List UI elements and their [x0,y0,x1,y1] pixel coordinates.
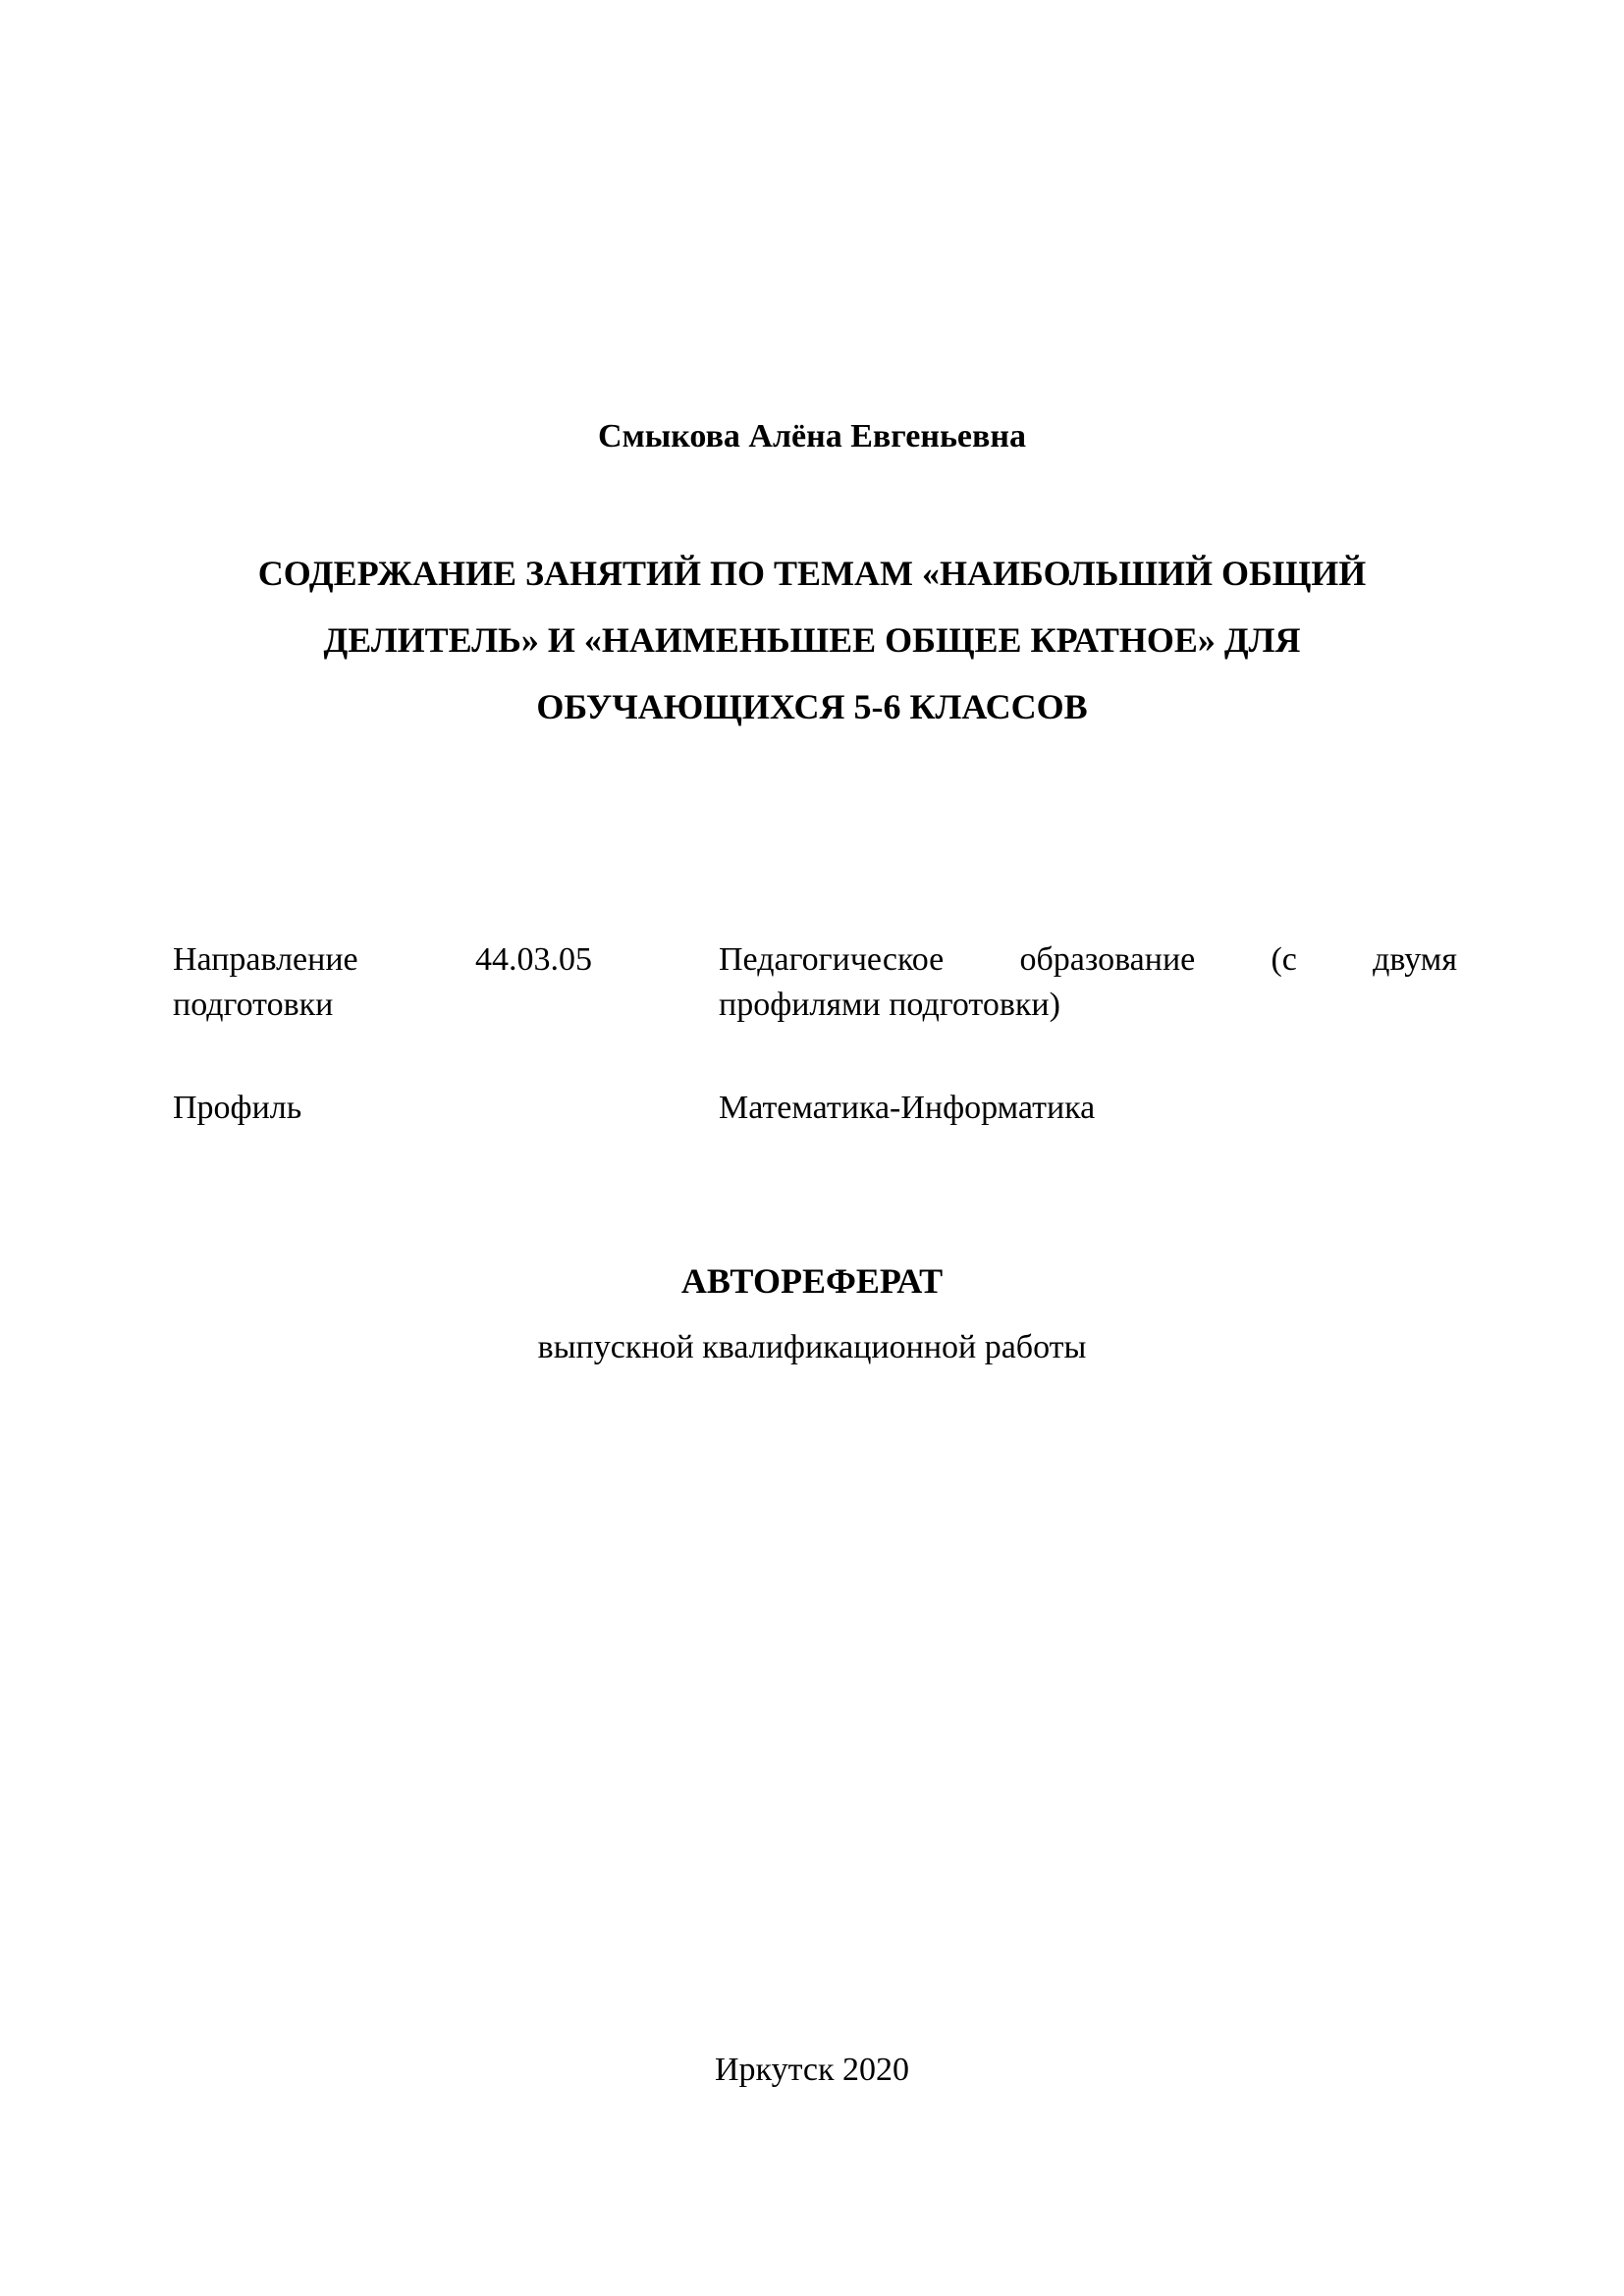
thesis-title-line-1: СОДЕРЖАНИЕ ЗАНЯТИЙ ПО ТЕМАМ «НАИБОЛЬШИЙ ОБЩИЙ [257,554,1367,593]
document-subtype: выпускной квалификационной работы [537,1329,1087,1365]
thesis-title-line-3: ОБУЧАЮЩИХСЯ 5-6 КЛАССОВ [536,687,1088,726]
direction-value-word: (с [1271,941,1297,978]
direction-label [173,937,408,1028]
document-type: АВТОРЕФЕРАТ [680,1261,944,1301]
thesis-title [177,540,1447,740]
profile-value: Математика-Информатика [719,1090,1096,1126]
profile-label: Профиль [173,1090,302,1126]
direction-value-line-2: профилями подготовки) [719,987,1060,1023]
direction-value-word: образование [1019,941,1196,978]
thesis-title-line-2: ДЕЛИТЕЛЬ» И «НАИМЕНЬШЕЕ ОБЩЕЕ КРАТНОЕ» ДЛЯ [323,620,1301,660]
author-name: Смыкова Алёна Евгеньевна [598,418,1026,454]
direction-value-word: двумя [1373,941,1457,978]
direction-label-line-2: подготовки [173,987,334,1023]
direction-label-line-1: Направление [173,941,358,978]
place-and-year: Иркутск 2020 [715,2052,909,2088]
direction-value [719,937,1457,1028]
direction-code: 44.03.05 [475,941,592,978]
direction-value-line-1 [719,937,1457,983]
direction-value-word: Педагогическое [719,941,945,978]
